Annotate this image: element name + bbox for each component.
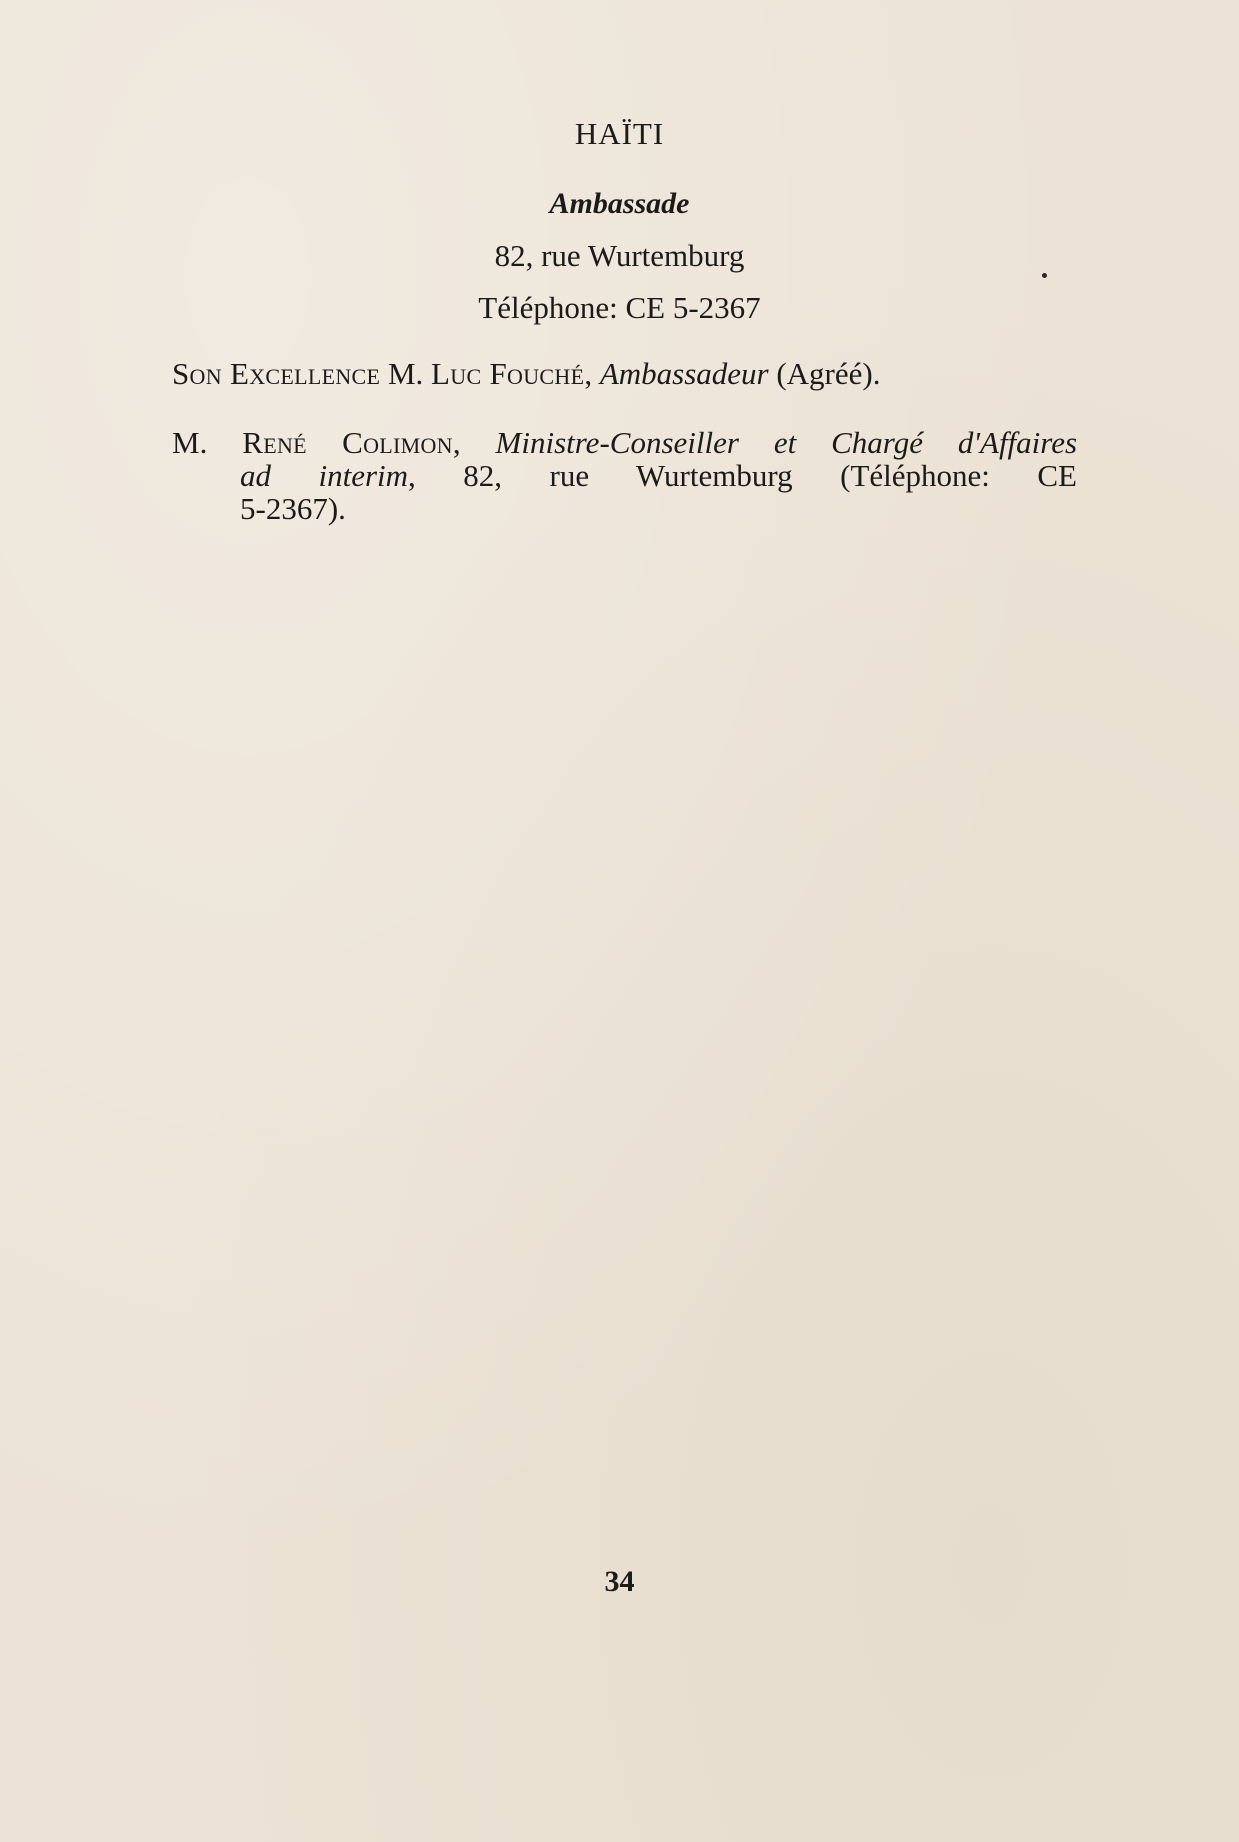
entry-name: René Colimon xyxy=(242,425,453,460)
entry-separator: , xyxy=(452,425,461,460)
entry-line-2 xyxy=(172,459,1077,492)
entry-ambassador xyxy=(172,357,1077,390)
embassy-address: 82, rue Wurtemburg xyxy=(494,238,745,273)
entry-separator: , xyxy=(584,356,593,391)
entry-address-line-3: 5-2367). xyxy=(240,491,346,526)
embassy-phone: Téléphone: CE 5-2367 xyxy=(478,290,761,325)
entry-prefix: Son Excellence xyxy=(172,356,381,391)
entry-note: (Agréé). xyxy=(776,356,881,391)
page-number: 34 xyxy=(604,1565,635,1598)
entry-title-line-1: Ministre-Conseiller et Chargé d'Affaires xyxy=(495,425,1078,460)
entry-minister-counsellor xyxy=(172,426,1077,525)
section-heading: Ambassade xyxy=(549,187,690,220)
country-heading: HAÏTI xyxy=(574,116,665,151)
entry-honorific: M. xyxy=(172,425,208,460)
entry-line-3 xyxy=(172,492,1077,525)
entry-address-line-2: , 82, rue Wurtemburg (Téléphone: CE xyxy=(408,458,1077,493)
entry-title: Ambassadeur xyxy=(599,356,769,391)
entry-name: Luc Fouché xyxy=(431,356,585,391)
entry-honorific: M. xyxy=(387,356,424,391)
entry-title-line-2: ad interim xyxy=(240,458,409,493)
entry-line-1 xyxy=(172,426,1077,459)
